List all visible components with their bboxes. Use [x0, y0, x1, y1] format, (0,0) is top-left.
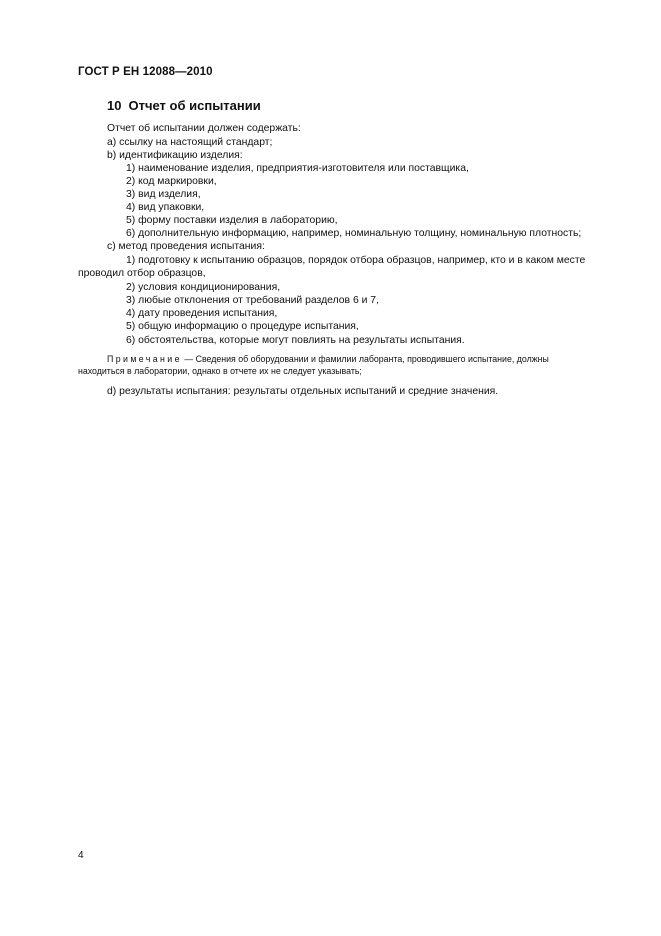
note-line-1	[107, 353, 549, 365]
document-header: ГОСТ Р ЕН 12088—2010	[78, 66, 213, 78]
section-heading	[107, 98, 261, 113]
list-item-c-6: 6) обстоятельства, которые могут повлиять на результаты испытания.	[126, 335, 465, 346]
list-item-b-4: 4) вид упаковки,	[126, 202, 205, 213]
section-title: Отчет об испытании	[128, 98, 261, 113]
list-item-b: b) идентификацию изделия:	[107, 150, 243, 161]
page-number: 4	[78, 850, 84, 861]
list-item-c-4: 4) дату проведения испытания,	[126, 308, 278, 319]
list-item-a: a) ссылку на настоящий стандарт;	[107, 137, 273, 148]
note-line-2: находиться в лаборатории, однако в отчете их не следует указывать;	[78, 366, 362, 376]
note-lead: Примечание	[107, 354, 182, 364]
list-item-c-5: 5) общую информацию о процедуре испытания,	[126, 321, 359, 332]
list-item-b-1: 1) наименование изделия, предприятия-изготовителя или поставщика,	[126, 163, 469, 174]
list-item-b-6: 6) дополнительную информацию, например, номинальную толщину, номинальную плотность;	[126, 228, 582, 239]
list-item-b-5: 5) форму поставки изделия в лабораторию,	[126, 215, 338, 226]
list-item-c: c) метод проведения испытания:	[107, 241, 265, 252]
note-text: — Сведения об оборудовании и фамилии лаборанта, проводившего испытание, должны	[181, 354, 549, 364]
intro-text: Отчет об испытании должен содержать:	[107, 123, 301, 134]
list-item-c-1-continuation: проводил отбор образцов,	[78, 268, 206, 279]
list-item-d: d) результаты испытания: результаты отдельных испытаний и средние значения.	[107, 386, 499, 397]
list-item-b-3: 3) вид изделия,	[126, 189, 201, 200]
list-item-c-1: 1) подготовку к испытанию образцов, порядок отбора образцов, например, кто и в каком месте	[126, 255, 586, 266]
list-item-c-2: 2) условия кондиционирования,	[126, 282, 281, 293]
list-item-c-3: 3) любые отклонения от требований разделов 6 и 7,	[126, 295, 379, 306]
list-item-b-2: 2) код маркировки,	[126, 176, 217, 187]
section-number: 10	[107, 98, 122, 113]
